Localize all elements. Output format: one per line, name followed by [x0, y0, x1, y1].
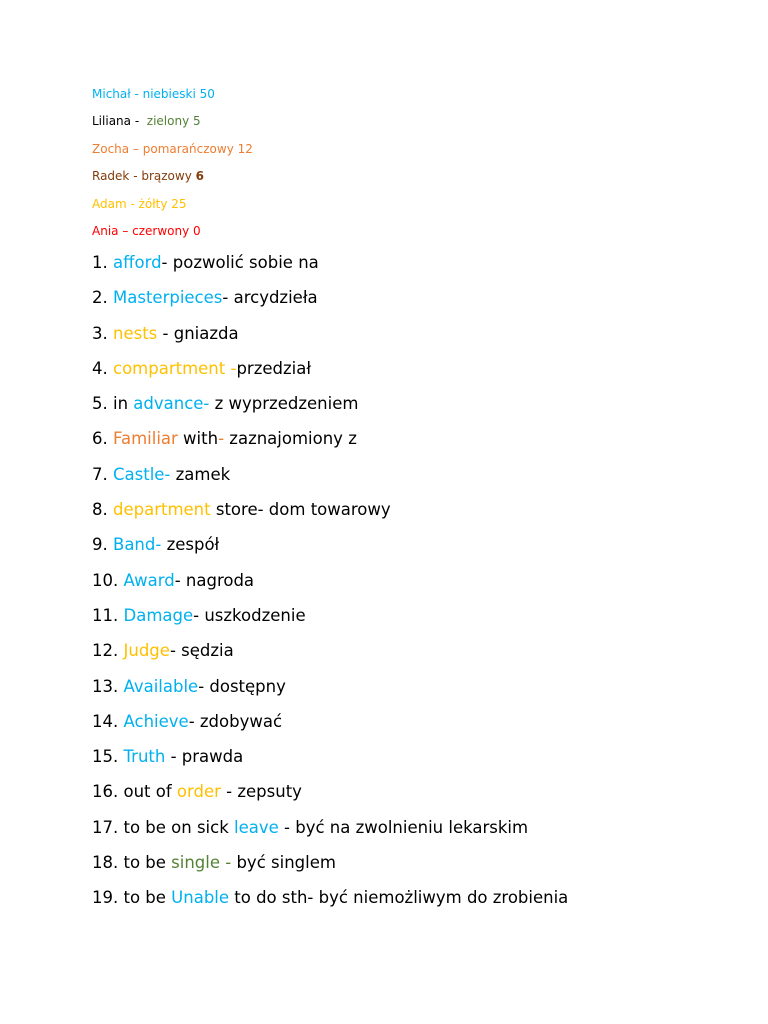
text-segment: Liliana -	[92, 114, 147, 129]
text-segment: - gniazda	[157, 323, 239, 343]
text-segment: - być na zwolnieniu lekarskim	[278, 817, 529, 837]
text-segment: 5. in	[92, 394, 134, 414]
vocab-item	[92, 638, 752, 673]
text-segment: 13.	[92, 676, 124, 696]
vocab-item	[92, 532, 752, 567]
text-segment: 4.	[92, 358, 113, 378]
text-segment: Judge	[123, 641, 170, 661]
text-segment: zamek	[170, 464, 231, 484]
text-segment: store- dom towarowy	[210, 500, 391, 520]
text-segment: 7.	[92, 464, 113, 484]
text-segment: Zocha – pomarańczowy 12	[92, 141, 253, 156]
text-segment: Radek - brązowy	[92, 169, 196, 184]
text-segment: - prawda	[165, 747, 244, 767]
legend-entry	[92, 168, 253, 195]
text-segment: 16. out of	[92, 782, 177, 802]
text-segment: zaznajomiony z	[224, 429, 357, 449]
text-segment: - uszkodzenie	[193, 605, 306, 625]
text-segment: - sędzia	[169, 641, 234, 661]
text-segment: advance-	[133, 394, 210, 414]
text-segment: Band-	[113, 535, 162, 555]
vocab-item	[92, 709, 752, 744]
text-segment: 8.	[92, 500, 113, 520]
text-segment: nests	[113, 323, 158, 343]
vocab-item	[92, 568, 752, 603]
text-segment: przedział	[236, 358, 312, 378]
text-segment: 11.	[92, 605, 124, 625]
text-segment: Available	[123, 676, 199, 696]
text-segment: compartment -	[113, 358, 237, 378]
vocab-item	[92, 850, 752, 885]
legend-entry	[92, 223, 253, 250]
vocab-item	[92, 674, 752, 709]
text-segment: Damage	[123, 605, 194, 625]
text-segment: 19. to be	[92, 888, 172, 908]
text-segment: - dostępny	[198, 676, 286, 696]
vocab-item	[92, 497, 752, 532]
text-segment: - zdobywać	[188, 711, 283, 731]
legend-entry	[92, 86, 253, 113]
text-segment: order	[176, 782, 221, 802]
text-segment: 10.	[92, 570, 124, 590]
text-segment: - arcydzieła	[222, 288, 318, 308]
vocab-item	[92, 250, 752, 285]
text-segment: 18. to be	[92, 853, 172, 873]
text-segment: 3.	[92, 323, 113, 343]
vocab-item	[92, 426, 752, 461]
vocab-item	[92, 885, 752, 920]
text-segment: Michał - niebieski 50	[92, 87, 215, 101]
text-segment: 1.	[92, 253, 113, 272]
vocab-item	[92, 744, 752, 779]
text-segment: Unable	[171, 888, 230, 908]
text-segment: Castle-	[113, 464, 171, 484]
text-segment: Familiar	[113, 429, 178, 449]
text-segment: Ania – czerwony 0	[92, 223, 201, 238]
text-segment: single -	[171, 853, 232, 873]
color-legend	[92, 86, 253, 250]
text-segment: 2.	[92, 288, 113, 308]
text-segment: - zepsuty	[220, 782, 302, 802]
text-segment: zielony 5	[146, 114, 201, 129]
vocab-item	[92, 356, 752, 391]
text-segment: Achieve	[123, 711, 189, 731]
text-segment: 17. to be on sick	[92, 817, 235, 837]
text-segment: - nagroda	[174, 570, 255, 590]
vocab-item	[92, 285, 752, 320]
vocab-item	[92, 779, 752, 814]
text-segment: z wyprzedzeniem	[209, 394, 359, 414]
text-segment: 6	[195, 169, 204, 184]
text-segment: to do sth- być niemożliwym do zrobienia	[229, 888, 569, 908]
text-segment: 6.	[92, 429, 113, 449]
text-segment: Adam - żółty 25	[92, 196, 187, 211]
text-segment: 15.	[92, 747, 124, 767]
vocab-item	[92, 391, 752, 426]
vocabulary-list	[92, 250, 752, 921]
text-segment: afford	[113, 253, 162, 272]
legend-entry	[92, 196, 253, 223]
text-segment: with	[177, 429, 219, 449]
text-segment: 9.	[92, 535, 113, 555]
vocab-item	[92, 462, 752, 497]
text-segment: department	[113, 500, 211, 520]
text-segment: zespół	[161, 535, 220, 555]
text-segment: być singlem	[231, 853, 336, 873]
legend-entry	[92, 113, 253, 140]
text-segment: 14.	[92, 711, 124, 731]
text-segment: Award	[123, 570, 175, 590]
text-segment: Masterpieces	[113, 288, 223, 308]
text-segment: 12.	[92, 641, 124, 661]
text-segment: - pozwolić sobie na	[161, 253, 319, 272]
text-segment: -	[218, 429, 225, 449]
vocab-item	[92, 815, 752, 850]
vocab-item	[92, 321, 752, 356]
text-segment: leave	[234, 817, 279, 837]
legend-entry	[92, 141, 253, 168]
vocab-item	[92, 603, 752, 638]
text-segment: Truth	[123, 747, 166, 767]
